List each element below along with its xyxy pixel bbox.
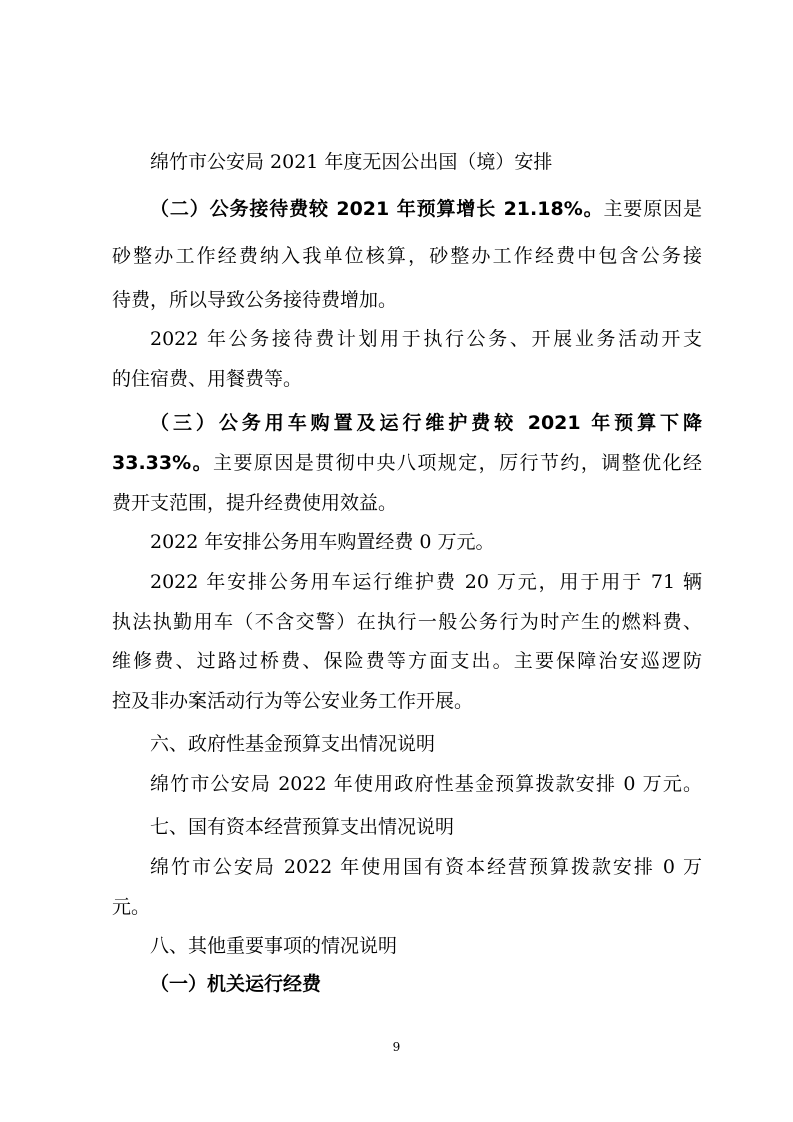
paragraph-line: 砂整办工作经费纳入我单位核算，砂整办工作经费中包含公务接 bbox=[112, 245, 702, 267]
paragraph-line: 绵竹市公安局 2021 年度无因公出国（境）安排 bbox=[150, 151, 553, 173]
paragraph-line: 2022 年安排公务用车运行维护费 20 万元，用于用于 71 辆 bbox=[150, 571, 702, 593]
subheading-reception-fee: （二）公务接待费较 2021 年预算增长 21.18%。 bbox=[150, 198, 604, 220]
paragraph-line: 维修费、过路过桥费、保险费等方面支出。主要保障治安巡逻防 bbox=[112, 650, 702, 672]
percentage-text: 33.33%。 bbox=[112, 452, 214, 474]
paragraph-line: 绵竹市公安局 2022 年使用国有资本经营预算拨款安排 0 万 bbox=[150, 856, 702, 878]
subheading-vehicle-fee: （三）公务用车购置及运行维护费较 2021 年预算下降 bbox=[150, 412, 702, 434]
paragraph-line: 待费，所以导致公务接待费增加。 bbox=[112, 289, 398, 311]
paragraph-line: 费开支范围，提升经费使用效益。 bbox=[112, 492, 398, 514]
paragraph-line: 2022 年安排公务用车购置经费 0 万元。 bbox=[150, 531, 495, 553]
subheading-operating-expenses: （一）机关运行经费 bbox=[150, 973, 322, 995]
paragraph-line: 绵竹市公安局 2022 年使用政府性基金预算拨款安排 0 万元。 bbox=[150, 773, 702, 795]
section-heading-8: 八、其他重要事项的情况说明 bbox=[150, 935, 398, 957]
paragraph-line: 控及非办案活动行为等公安业务工作开展。 bbox=[112, 690, 474, 712]
paragraph-line: 元。 bbox=[112, 896, 151, 918]
section-heading-7: 七、国有资本经营预算支出情况说明 bbox=[150, 816, 455, 838]
subheading-line bbox=[150, 197, 702, 221]
section-heading-6: 六、政府性基金预算支出情况说明 bbox=[150, 733, 436, 755]
paragraph-line: 的住宿费、用餐费等。 bbox=[112, 368, 303, 390]
paragraph-text: 主要原因是 bbox=[603, 198, 702, 220]
paragraph-text: 主要原因是贯彻中央八项规定，厉行节约，调整优化经 bbox=[213, 452, 702, 474]
paragraph-line: 执法执勤用车（不含交警）在执行一般公务行为时产生的燃料费、 bbox=[112, 611, 702, 633]
paragraph-line: 2022 年公务接待费计划用于执行公务、开展业务活动开支 bbox=[150, 328, 702, 350]
page-number: 9 bbox=[392, 1040, 401, 1054]
paragraph-line bbox=[112, 451, 702, 475]
